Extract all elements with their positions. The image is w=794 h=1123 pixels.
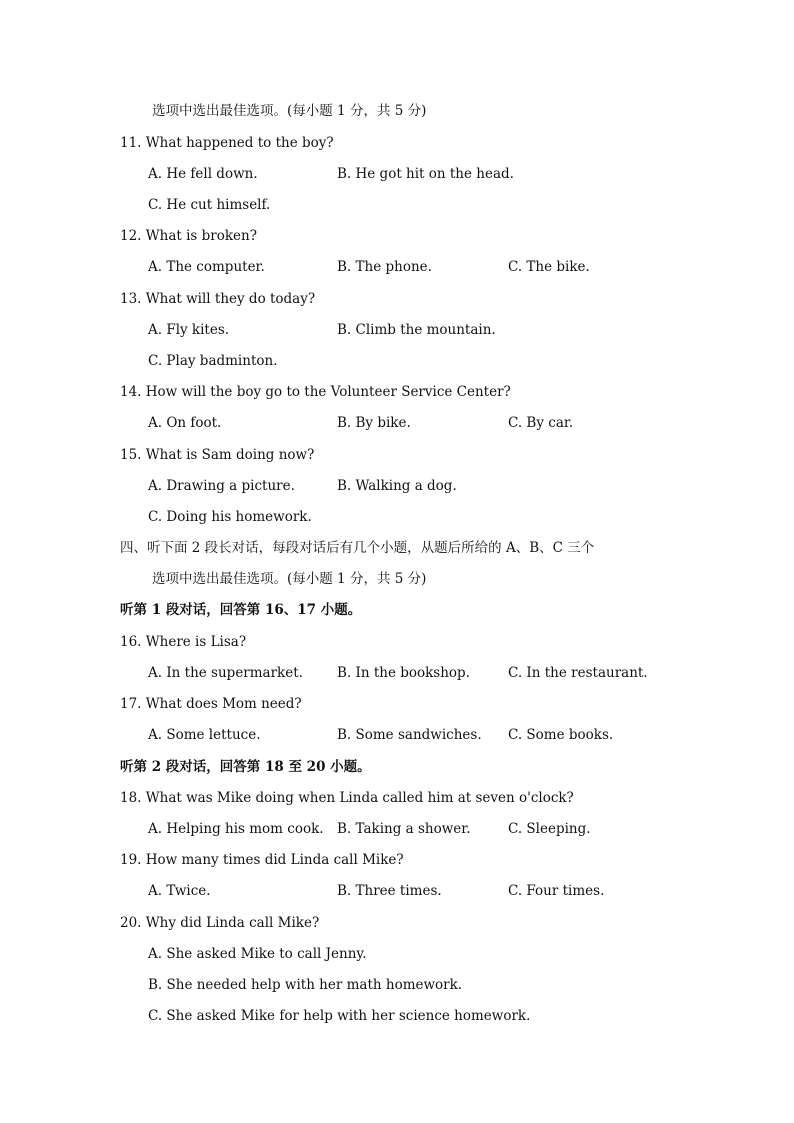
dialog1-instruction: 听第 1 段对话，回答第 16、17 小题。 (120, 602, 362, 618)
question-16-option-c: C. In the restaurant. (508, 665, 648, 681)
question-12-option-a: A. The computer. (148, 259, 265, 275)
question-19-option-a: A. Twice. (148, 883, 211, 899)
question-17-stem: 17. What does Mom need? (120, 696, 302, 712)
question-20-option-c: C. She asked Mike for help with her science homework. (148, 1008, 531, 1024)
question-15-option-b: B. Walking a dog. (337, 478, 457, 494)
question-14-option-b: B. By bike. (337, 415, 411, 431)
question-18-option-c: C. Sleeping. (508, 821, 591, 837)
question-13-option-a: A. Fly kites. (148, 322, 230, 338)
question-16-stem: 16. Where is Lisa? (120, 634, 247, 650)
question-12-stem: 12. What is broken? (120, 228, 257, 244)
question-19-stem: 19. How many times did Linda call Mike? (120, 852, 404, 868)
question-15-stem: 15. What is Sam doing now? (120, 447, 315, 463)
question-11-option-b: B. He got hit on the head. (337, 166, 514, 182)
question-18-option-a: A. Helping his mom cook. (148, 821, 324, 837)
section4-subtitle: 选项中选出最佳选项。(每小题 1 分，共 5 分) (152, 571, 427, 587)
question-18-stem: 18. What was Mike doing when Linda called him at seven o'clock? (120, 790, 574, 806)
question-12-option-b: B. The phone. (337, 259, 432, 275)
section3-subtitle: 选项中选出最佳选项。(每小题 1 分，共 5 分) (152, 103, 427, 119)
question-20-option-b: B. She needed help with her math homework. (148, 977, 463, 993)
question-19-option-c: C. Four times. (508, 883, 605, 899)
question-14-option-c: C. By car. (508, 415, 574, 431)
question-12-option-c: C. The bike. (508, 259, 590, 275)
question-17-option-c: C. Some books. (508, 727, 614, 743)
question-20-stem: 20. Why did Linda call Mike? (120, 915, 320, 931)
question-16-option-b: B. In the bookshop. (337, 665, 470, 681)
question-17-option-a: A. Some lettuce. (148, 727, 261, 743)
question-14-stem: 14. How will the boy go to the Volunteer Service Center? (120, 384, 511, 400)
question-11-option-c: C. He cut himself. (148, 197, 271, 213)
question-18-option-b: B. Taking a shower. (337, 821, 471, 837)
question-15-option-c: C. Doing his homework. (148, 509, 312, 525)
question-16-option-a: A. In the supermarket. (148, 665, 303, 681)
question-13-option-b: B. Climb the mountain. (337, 322, 496, 338)
question-11-stem: 11. What happened to the boy? (120, 135, 334, 151)
question-14-option-a: A. On foot. (148, 415, 222, 431)
question-11-option-a: A. He fell down. (148, 166, 258, 182)
question-19-option-b: B. Three times. (337, 883, 442, 899)
question-15-option-a: A. Drawing a picture. (148, 478, 295, 494)
section4-title: 四、听下面 2 段长对话，每段对话后有几个小题，从题后所给的 A、B、C 三个 (120, 540, 595, 556)
question-13-option-c: C. Play badminton. (148, 353, 278, 369)
question-20-option-a: A. She asked Mike to call Jenny. (148, 946, 367, 962)
question-13-stem: 13. What will they do today? (120, 291, 316, 307)
question-17-option-b: B. Some sandwiches. (337, 727, 482, 743)
dialog2-instruction: 听第 2 段对话，回答第 18 至 20 小题。 (120, 759, 371, 775)
